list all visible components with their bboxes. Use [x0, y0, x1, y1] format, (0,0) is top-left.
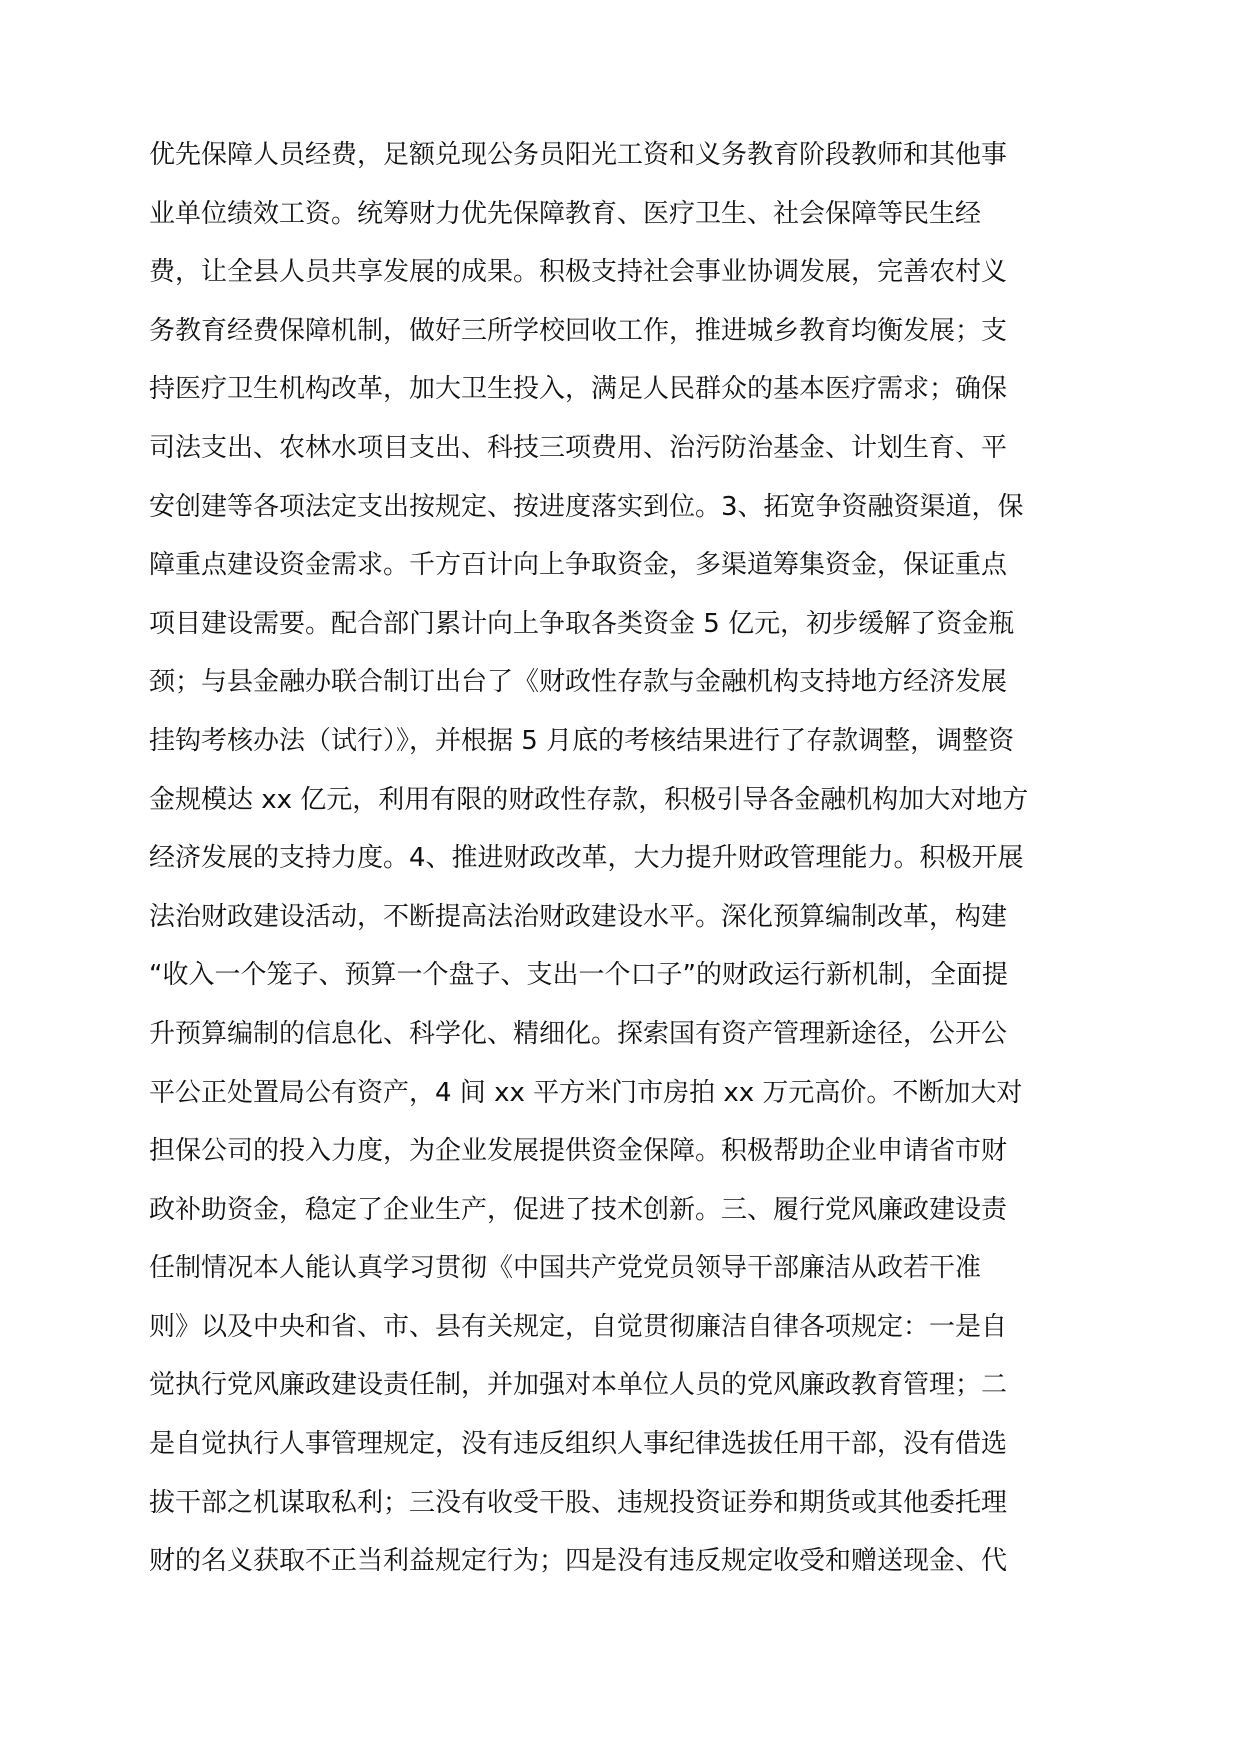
body-text — [149, 126, 1109, 1591]
text-line: 任制情况本人能认真学习贯彻《中国共产党党员领导干部廉洁从政若干准 — [149, 1253, 982, 1284]
text-line: 拔干部之机谋取私利；三没有收受干股、违规投资证券和期货或其他委托理 — [149, 1487, 1008, 1518]
text-line: 觉执行党风廉政建设责任制，并加强对本单位人员的党风廉政教育管理；二 — [149, 1370, 1008, 1401]
text-line: 项目建设需要。配合部门累计向上争取各类资金 5 亿元，初步缓解了资金瓶 — [149, 608, 1015, 639]
text-line: 财的名义获取不正当利益规定行为；四是没有违反规定收受和赠送现金、代 — [149, 1546, 1008, 1577]
text-line: 升预算编制的信息化、科学化、精细化。探索国有资产管理新途径，公开公 — [149, 1018, 1008, 1049]
text-line: 则》以及中央和省、市、县有关规定，自觉贯彻廉洁自律各项规定：一是自 — [149, 1311, 1008, 1342]
text-line: 政补助资金，稳定了企业生产，促进了技术创新。三、履行党风廉政建设责 — [149, 1194, 1008, 1225]
text-line: 颈；与县金融办联合制订出台了《财政性存款与金融机构支持地方经济发展 — [149, 667, 1008, 698]
text-line: 持医疗卫生机构改革，加大卫生投入，满足人民群众的基本医疗需求；确保 — [149, 374, 1008, 405]
text-line: 担保公司的投入力度，为企业发展提供资金保障。积极帮助企业申请省市财 — [149, 1136, 1008, 1167]
text-line: “收入一个笼子、预算一个盘子、支出一个口子”的财政运行新机制，全面提 — [149, 960, 1008, 991]
text-line: 业单位绩效工资。统筹财力优先保障教育、医疗卫生、社会保障等民生经 — [149, 198, 982, 229]
text-line: 是自觉执行人事管理规定，没有违反组织人事纪律选拔任用干部，没有借选 — [149, 1429, 1008, 1460]
text-line: 安创建等各项法定支出按规定、按进度落实到位。3、拓宽争资融资渠道，保 — [149, 491, 1024, 522]
text-line: 经济发展的支持力度。4、推进财政改革，大力提升财政管理能力。积极开展 — [149, 843, 1024, 874]
text-line: 障重点建设资金需求。千方百计向上争取资金，多渠道筹集资金，保证重点 — [149, 550, 1008, 581]
text-line: 平公正处置局公有资产，4 间 xx 平方米门市房拍 xx 万元高价。不断加大对 — [149, 1077, 1023, 1108]
text-line: 司法支出、农林水项目支出、科技三项费用、治污防治基金、计划生育、平 — [149, 432, 1008, 463]
text-line: 务教育经费保障机制，做好三所学校回收工作，推进城乡教育均衡发展；支 — [149, 315, 1008, 346]
text-line: 金规模达 xx 亿元，利用有限的财政性存款，积极引导各金融机构加大对地方 — [149, 784, 1029, 815]
text-line: 法治财政建设活动，不断提高法治财政建设水平。深化预算编制改革，构建 — [149, 901, 1008, 932]
text-line: 挂钩考核办法（试行）》，并根据 5 月底的考核结果进行了存款调整，调整资 — [149, 725, 1015, 756]
text-line: 费，让全县人员共享发展的成果。积极支持社会事业协调发展，完善农村义 — [149, 257, 1008, 288]
text-line: 优先保障人员经费，足额兑现公务员阳光工资和义务教育阶段教师和其他事 — [149, 140, 1008, 170]
